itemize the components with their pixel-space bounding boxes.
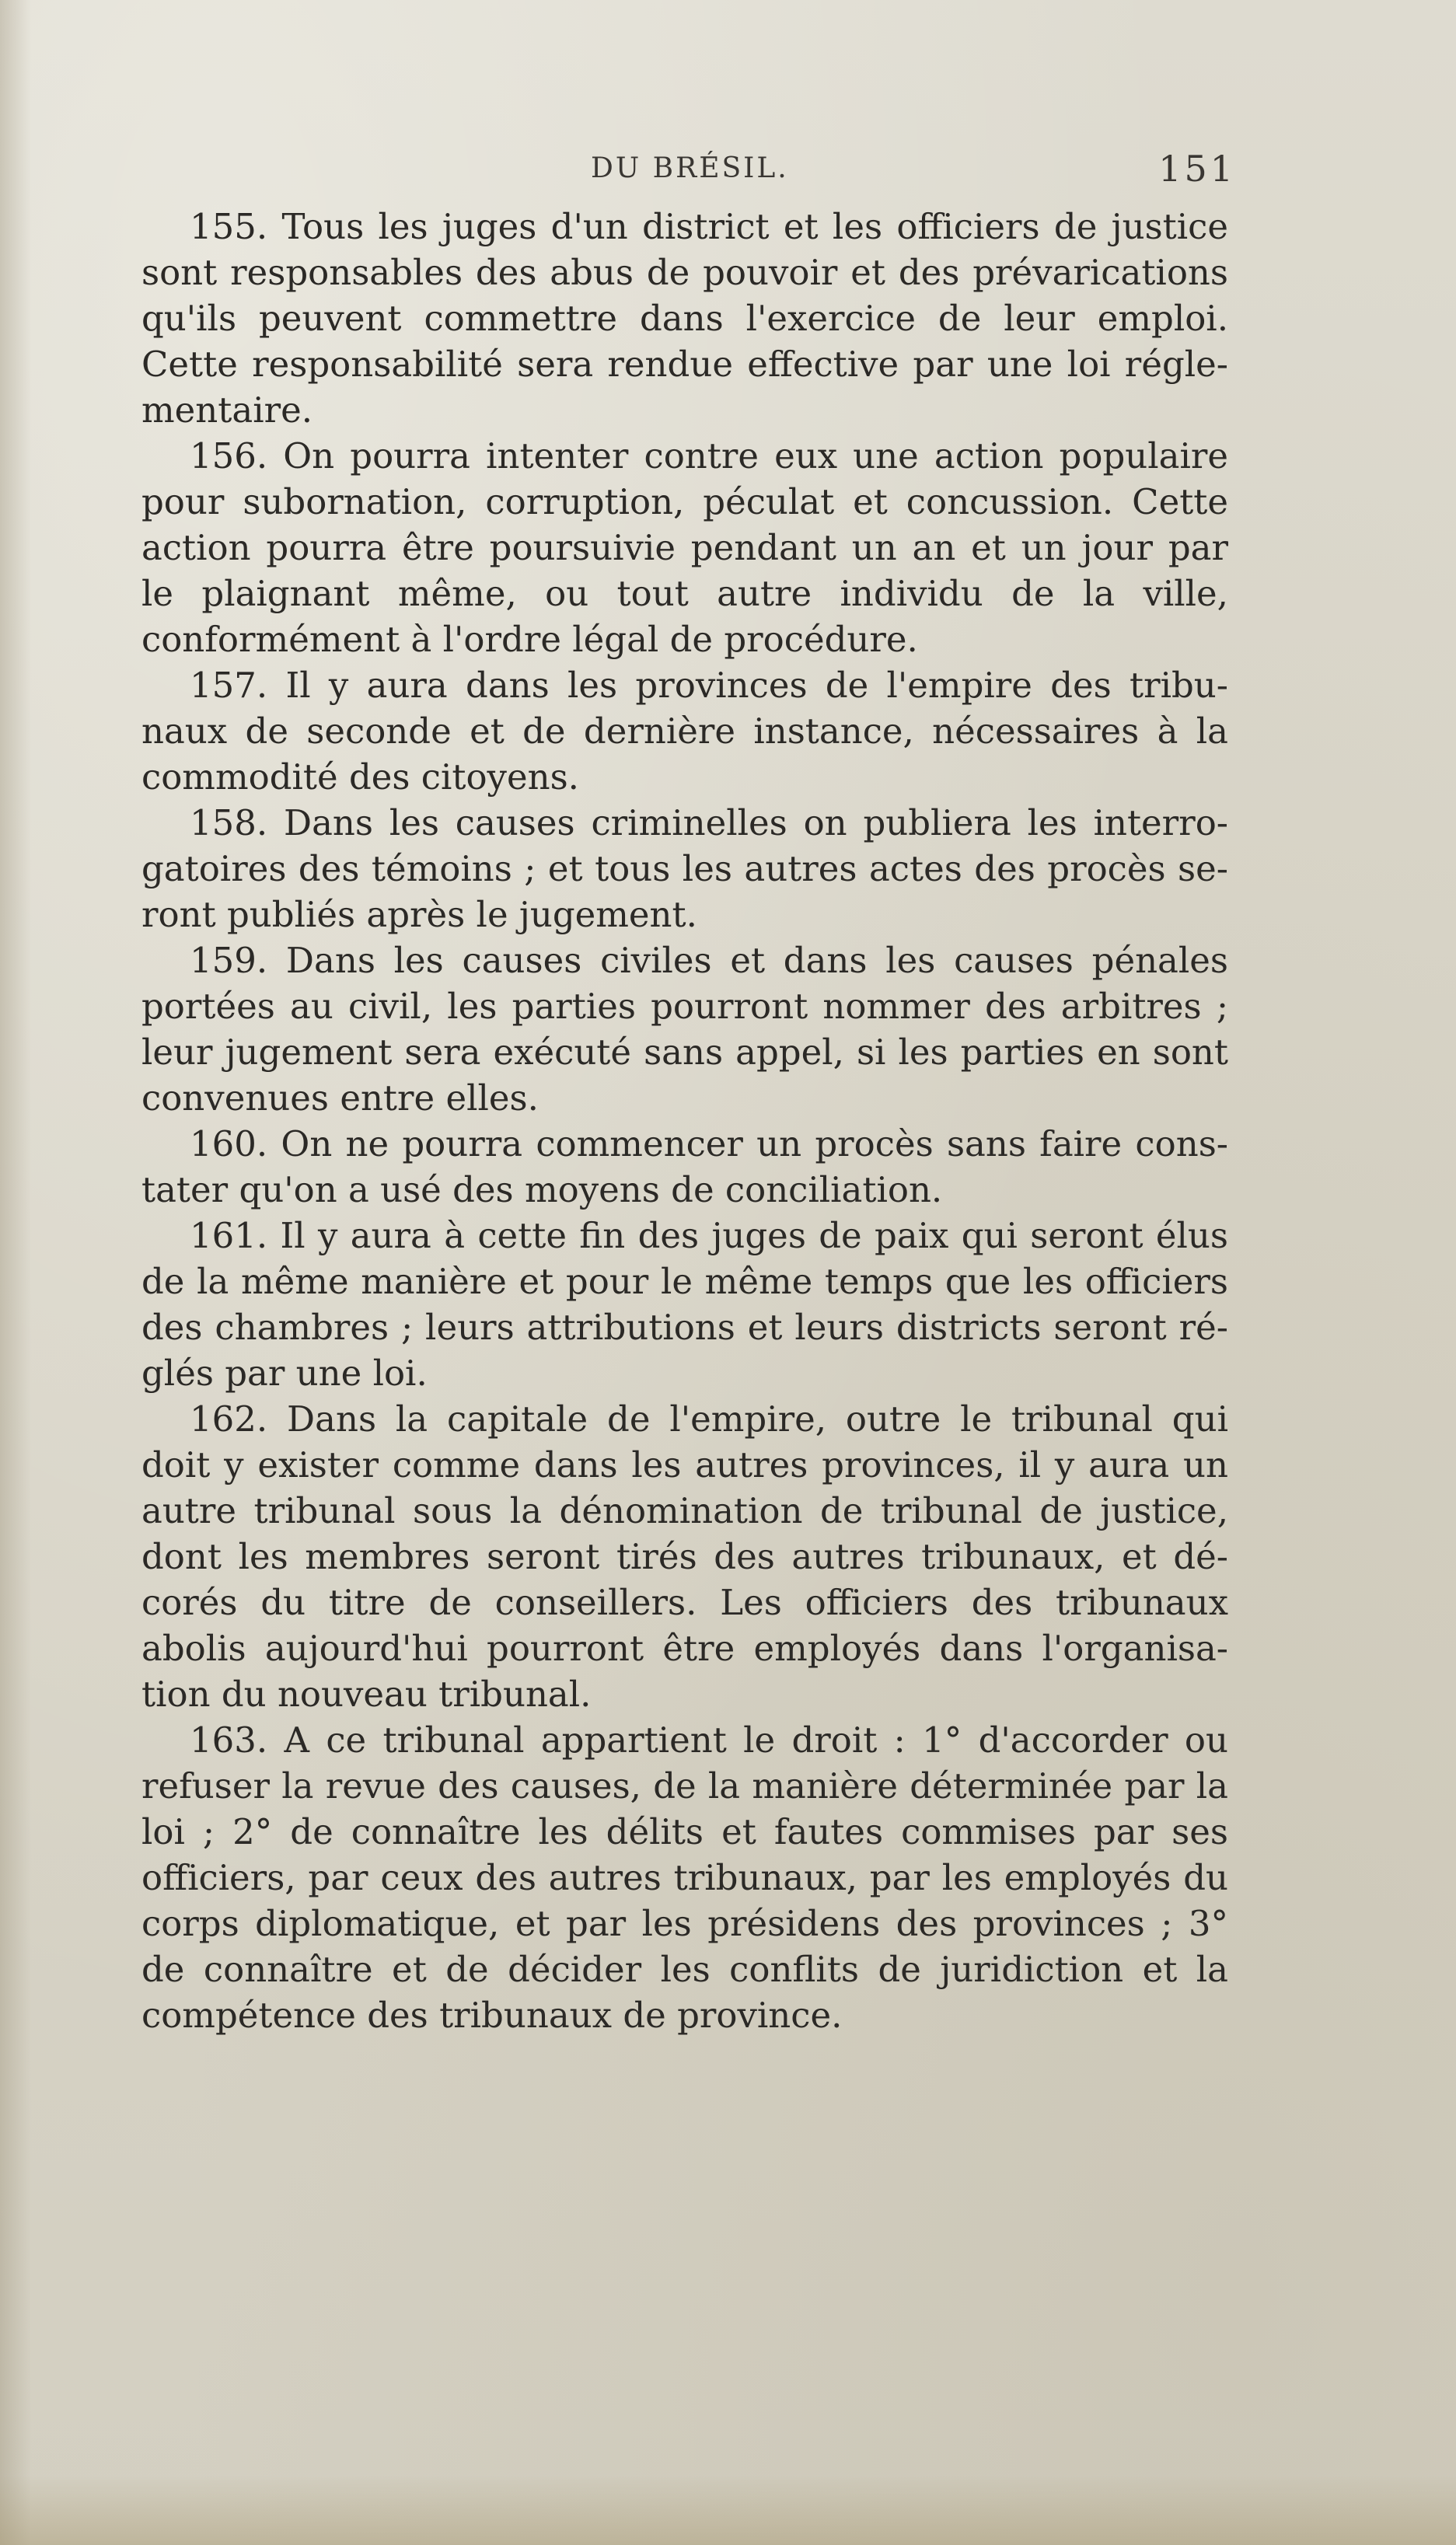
article-158: 158. Dans les causes criminelles on publiera les interro-gatoires des témoins ; et tous les autres actes des procès se-ront publiés après le jugement.: [141, 802, 1228, 935]
running-head: DU BRÉSIL.: [591, 152, 789, 184]
page-bottom-stain: [0, 2475, 1456, 2545]
page-header: [132, 148, 1236, 199]
article-155: 155. Tous les juges d'un district et les officiers de justice sont responsables des abus de pouvoir et des prévarications qu'ils peuvent commettre dans l'exercice de leur emploi. Cette responsabilité sera rendue effective par une loi régle-mentaire.: [141, 206, 1228, 431]
page-edge-shadow: [0, 0, 31, 2545]
article-156: 156. On pourra intenter contre eux une action populaire pour subornation, corruption, péculat et concussion. Cette action pourra être poursuivie pendant un an et un jour par le plaignant même, ou tout autre individu de la ville, conformément à l'ordre légal de procédure.: [141, 435, 1228, 660]
page-number: 151: [1158, 148, 1236, 190]
article-text: [141, 204, 1228, 2038]
article-163: 163. A ce tribunal appartient le droit : 1° d'accorder ou refuser la revue des causes, de la manière déterminée par la loi ; 2° de connaître les délits et fautes commises par ses officiers, par ceux des autres tribunaux, par les employés du corps diplomatique, et par les présidens des provinces ; 3° de connaître et de décider les conflits de juridiction et la compétence des tribunaux de province.: [141, 1719, 1228, 2036]
article-157: 157. Il y aura dans les provinces de l'empire des tribu-naux de seconde et de dernière instance, nécessaires à la commodité des citoyens.: [141, 665, 1228, 798]
article-159: 159. Dans les causes civiles et dans les causes pénales portées au civil, les parties pourront nommer des arbitres ; leur jugement sera exécuté sans appel, si les parties en sont convenues entre elles.: [141, 940, 1228, 1119]
article-160: 160. On ne pourra commencer un procès sans faire cons-tater qu'on a usé des moyens de conciliation.: [141, 1123, 1228, 1210]
article-162: 162. Dans la capitale de l'empire, outre le tribunal qui doit y exister comme dans les autres provinces, il y aura un autre tribunal sous la dénomination de tribunal de justice, dont les membres seront tirés des autres tribunaux, et dé-corés du titre de conseillers. Les officiers des tribunaux abolis aujourd'hui pourront être employés dans l'organisa-tion du nouveau tribunal.: [141, 1398, 1228, 1715]
article-161: 161. Il y aura à cette fin des juges de paix qui seront élus de la même manière et pour le même temps que les officiers des chambres ; leurs attributions et leurs districts seront ré-glés par une loi.: [141, 1215, 1228, 1394]
